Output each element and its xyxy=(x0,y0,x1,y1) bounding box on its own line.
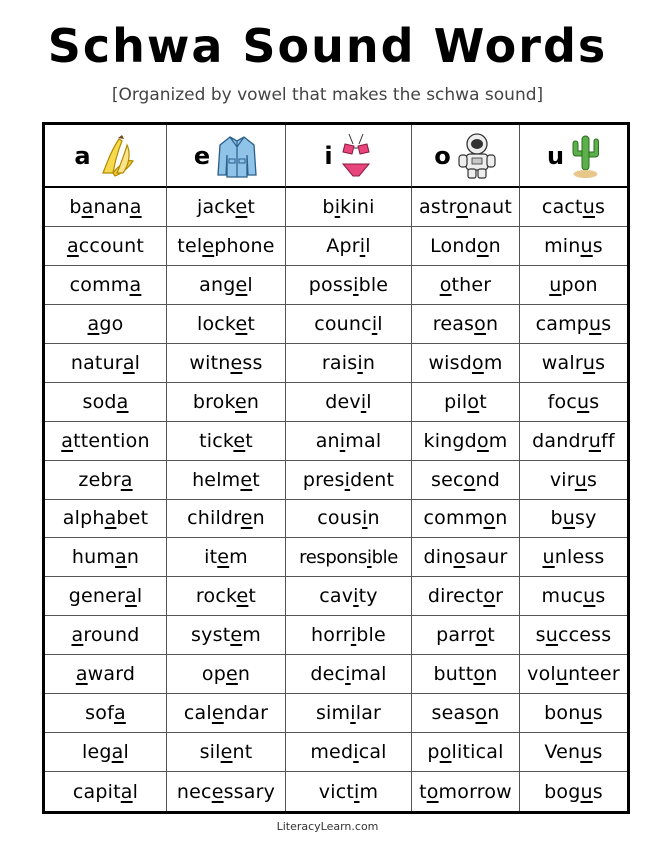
schwa-word: comma xyxy=(69,273,142,296)
schwa-word: medical xyxy=(310,741,387,764)
schwa-word: calendar xyxy=(183,702,269,725)
schwa-word: system xyxy=(191,624,261,647)
word-cell xyxy=(412,655,520,694)
schwa-word: broken xyxy=(192,390,260,413)
word-cell xyxy=(167,733,286,772)
schwa-word: button xyxy=(433,663,498,686)
column-letter: a xyxy=(74,141,91,170)
word-cell xyxy=(167,538,286,577)
bikini-icon xyxy=(339,132,373,180)
word-cell xyxy=(412,188,520,227)
word-cell xyxy=(412,772,520,811)
word-cell xyxy=(45,655,167,694)
column-header-a xyxy=(45,125,167,188)
word-cell xyxy=(412,461,520,500)
schwa-word: cousin xyxy=(317,507,380,530)
word-cell xyxy=(286,616,412,655)
word-cell xyxy=(286,655,412,694)
schwa-word: children xyxy=(187,507,265,530)
schwa-word: animal xyxy=(315,429,382,452)
word-cell xyxy=(286,538,412,577)
word-cell xyxy=(167,772,286,811)
schwa-word: ago xyxy=(87,312,124,335)
word-cell xyxy=(45,772,167,811)
word-cell xyxy=(520,383,627,422)
word-cell xyxy=(286,188,412,227)
word-cell xyxy=(520,305,627,344)
word-cell xyxy=(286,733,412,772)
word-cell xyxy=(412,733,520,772)
banana-icon xyxy=(97,133,137,179)
schwa-word: focus xyxy=(547,390,600,413)
word-cell xyxy=(286,227,412,266)
word-cell xyxy=(167,188,286,227)
word-cell xyxy=(520,772,627,811)
word-cell xyxy=(45,616,167,655)
word-cell xyxy=(286,577,412,616)
jacket-icon xyxy=(216,133,258,179)
schwa-word: president xyxy=(302,468,395,491)
word-cell xyxy=(520,655,627,694)
word-cell xyxy=(167,694,286,733)
word-cell xyxy=(167,422,286,461)
schwa-word: London xyxy=(430,234,501,257)
schwa-word: soda xyxy=(82,390,129,413)
schwa-word: other xyxy=(439,273,492,296)
word-cell xyxy=(412,500,520,539)
word-cell xyxy=(520,500,627,539)
schwa-word: second xyxy=(431,468,500,491)
schwa-word: raisin xyxy=(321,351,376,374)
schwa-word: dandruff xyxy=(532,429,615,452)
word-cell xyxy=(412,344,520,383)
schwa-word: horrible xyxy=(311,624,386,647)
schwa-word: natural xyxy=(70,351,141,374)
word-cell xyxy=(167,344,286,383)
word-cell xyxy=(167,305,286,344)
word-cell xyxy=(45,733,167,772)
schwa-word: pilot xyxy=(444,390,487,413)
schwa-word-table xyxy=(42,122,630,814)
word-cell xyxy=(520,422,627,461)
schwa-word: rocket xyxy=(195,585,257,608)
schwa-word: council xyxy=(314,312,383,335)
schwa-word: necessary xyxy=(176,780,276,803)
cactus-icon xyxy=(570,132,600,180)
word-cell xyxy=(412,227,520,266)
astronaut-icon xyxy=(457,132,497,180)
schwa-word: human xyxy=(71,546,140,569)
word-cell xyxy=(45,227,167,266)
schwa-word: cactus xyxy=(541,195,606,218)
page-title: Schwa Sound Words xyxy=(47,19,608,73)
schwa-word: bikini xyxy=(322,195,375,218)
schwa-word: volunteer xyxy=(527,663,620,686)
word-cell xyxy=(286,344,412,383)
word-cell xyxy=(520,266,627,305)
word-cell xyxy=(412,694,520,733)
schwa-word: cavity xyxy=(319,585,378,608)
word-cell xyxy=(286,461,412,500)
schwa-word: tomorrow xyxy=(419,780,512,803)
word-cell xyxy=(45,383,167,422)
schwa-word: astronaut xyxy=(419,195,512,218)
schwa-word: upon xyxy=(549,273,598,296)
schwa-word: Venus xyxy=(544,741,603,764)
word-cell xyxy=(45,694,167,733)
word-cell xyxy=(167,577,286,616)
column-letter: u xyxy=(546,141,565,170)
schwa-word: general xyxy=(68,585,143,608)
word-cell xyxy=(412,266,520,305)
word-cell xyxy=(520,461,627,500)
word-cell xyxy=(520,577,627,616)
word-cell xyxy=(45,538,167,577)
schwa-word: attention xyxy=(61,429,150,452)
schwa-word: unless xyxy=(542,546,605,569)
schwa-word: bogus xyxy=(544,780,603,803)
word-cell xyxy=(45,422,167,461)
schwa-word: busy xyxy=(550,507,597,530)
footer-site: LiteracyLearn.com xyxy=(276,820,379,833)
word-cell xyxy=(167,227,286,266)
word-cell xyxy=(412,538,520,577)
word-cell xyxy=(412,383,520,422)
schwa-word: telephone xyxy=(177,234,275,257)
word-cell xyxy=(286,500,412,539)
word-cell xyxy=(520,188,627,227)
word-cell xyxy=(286,694,412,733)
word-cell xyxy=(520,344,627,383)
word-cell xyxy=(286,305,412,344)
word-cell xyxy=(45,461,167,500)
column-header-i xyxy=(286,125,412,188)
schwa-word: decimal xyxy=(310,663,387,686)
column-header-u xyxy=(520,125,627,188)
schwa-word: similar xyxy=(315,702,382,725)
schwa-word: devil xyxy=(325,390,372,413)
schwa-word: silent xyxy=(199,741,253,764)
schwa-word: victim xyxy=(318,780,379,803)
word-cell xyxy=(286,266,412,305)
schwa-word: responsible xyxy=(299,546,398,568)
schwa-word: around xyxy=(71,624,140,647)
schwa-word: reason xyxy=(432,312,499,335)
word-cell xyxy=(520,616,627,655)
word-cell xyxy=(45,344,167,383)
word-cell xyxy=(286,383,412,422)
word-cell xyxy=(167,461,286,500)
schwa-word: virus xyxy=(549,468,598,491)
schwa-word: capital xyxy=(72,780,139,803)
schwa-word: season xyxy=(431,702,500,725)
schwa-word: angel xyxy=(199,273,253,296)
column-header-e xyxy=(167,125,286,188)
column-letter: o xyxy=(434,141,451,170)
word-cell xyxy=(45,188,167,227)
word-cell xyxy=(45,577,167,616)
schwa-word: April xyxy=(326,234,371,257)
schwa-word: banana xyxy=(69,195,142,218)
schwa-word: legal xyxy=(82,741,129,764)
word-cell xyxy=(45,305,167,344)
schwa-word: sofa xyxy=(85,702,126,725)
word-cell xyxy=(520,538,627,577)
word-cell xyxy=(286,772,412,811)
word-cell xyxy=(412,577,520,616)
schwa-word: wisdom xyxy=(428,351,503,374)
schwa-word: director xyxy=(427,585,504,608)
word-cell xyxy=(520,733,627,772)
word-cell xyxy=(167,266,286,305)
schwa-word: parrot xyxy=(436,624,495,647)
schwa-word: mucus xyxy=(541,585,606,608)
schwa-word: bonus xyxy=(544,702,603,725)
column-header-o xyxy=(412,125,520,188)
schwa-word: political xyxy=(427,741,504,764)
word-cell xyxy=(412,422,520,461)
schwa-word: helmet xyxy=(192,468,260,491)
schwa-word: locket xyxy=(196,312,256,335)
word-cell xyxy=(167,655,286,694)
word-cell xyxy=(167,616,286,655)
schwa-word: success xyxy=(535,624,612,647)
schwa-word: minus xyxy=(544,234,603,257)
word-cell xyxy=(45,500,167,539)
word-cell xyxy=(520,694,627,733)
word-cell xyxy=(45,266,167,305)
word-cell xyxy=(520,227,627,266)
schwa-word: witness xyxy=(189,351,263,374)
page-subtitle: [Organized by vowel that makes the schwa sound] xyxy=(111,85,544,105)
schwa-word: campus xyxy=(535,312,612,335)
schwa-word: ticket xyxy=(199,429,253,452)
schwa-word: possible xyxy=(308,273,389,296)
word-cell xyxy=(412,616,520,655)
schwa-word: zebra xyxy=(78,468,133,491)
schwa-word: common xyxy=(423,507,508,530)
schwa-word: award xyxy=(75,663,136,686)
schwa-word: item xyxy=(204,546,248,569)
word-cell xyxy=(167,500,286,539)
schwa-word: jacket xyxy=(196,195,256,218)
schwa-word: walrus xyxy=(541,351,606,374)
column-letter: i xyxy=(324,141,333,170)
schwa-word: dinosaur xyxy=(423,546,508,569)
schwa-word: alphabet xyxy=(62,507,149,530)
schwa-word: open xyxy=(201,663,251,686)
word-cell xyxy=(412,305,520,344)
column-letter: e xyxy=(193,141,211,170)
schwa-word: account xyxy=(66,234,145,257)
word-cell xyxy=(286,422,412,461)
schwa-word: kingdom xyxy=(423,429,508,452)
word-cell xyxy=(167,383,286,422)
